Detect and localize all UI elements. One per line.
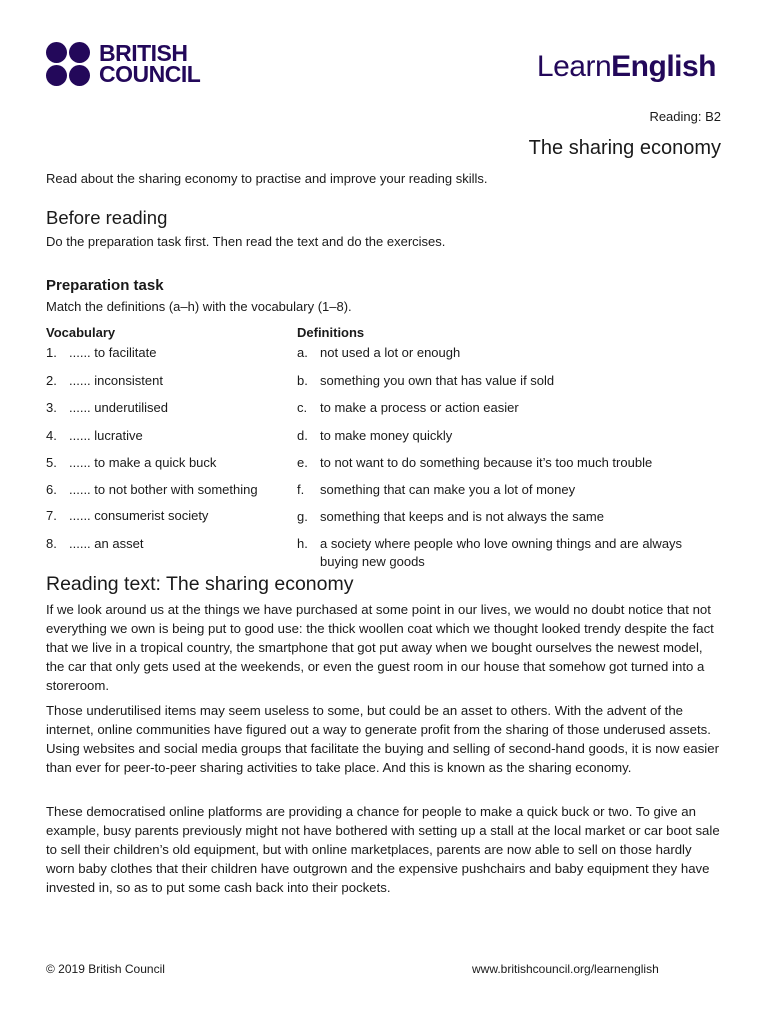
preparation-heading: Preparation task <box>46 277 164 294</box>
reading-text-heading: Reading text: The sharing economy <box>46 573 354 595</box>
before-reading-text: Do the preparation task first. Then read the text and do the exercises. <box>46 234 446 249</box>
intro-text: Read about the sharing economy to practise and improve your reading skills. <box>46 171 488 186</box>
vocabulary-heading: Vocabulary <box>46 325 116 340</box>
reading-paragraph: Those underutilised items may seem useless to some, but could be an asset to others. With the advent of the internet, online communities have figured out a way to generate profit from the sharing of those underused assets. Using websites and social media groups that facilitate the buying and selling of second-hand goods, it is now easier than ever for peer-to-peer sharing activities to take place. And this is known as the sharing economy. <box>46 703 719 775</box>
british-council-logo <box>46 42 200 86</box>
document-title: The sharing economy <box>528 137 721 159</box>
before-reading-heading: Before reading <box>46 207 168 228</box>
british-council-dots-icon <box>46 42 90 86</box>
level-label: Reading: B2 <box>649 109 721 124</box>
learnenglish-logo: LearnEnglish <box>536 50 716 83</box>
worksheet-page: BRITISH COUNCIL LearnEnglish Reading: B2 The sharing economy Read about the sharing economy to practise and improve your reading skills. Before reading Do the preparation task first. Then read the text and do the exercises. Preparation task Match the definitions (a–h) with the vocabulary (1–8). Vocabulary Definitions 1. ...... to facilitate 2. ...... inconsistent 3. ...... underutilised 4. ...... lucrative 5. ...... to make a quick buck 6. ...... to not bother with something 7. ...... consumerist society 8. ...... an asset a. not used a lot or enough b. something you own that has value if sold c. to make a process or action easier d. to make money quickly e. to not want to do something because it’s too much trouble f. something that can make you a lot of money g. something that keeps and is not always the same h. a society where people who love owning things and are always buying new goods Reading text: The sharing economy If we look around us at the things we have purchased at some point in our lives, we would no doubt notice that not everything we own is being put to good use: the thick woollen coat which we thought looked trendy despite the fact that we live in a tropical country, the smartphone that got put away when we bought ourselves the newest model, the car that only gets used at the weekends, or even the guest room in our house that somehow got turned into a storeroom. Those underutilised items may seem useless to some, but could be an asset to others. With the advent of the internet, online communities have figured out a way to generate profit from the sharing of those underused assets. Using websites and social media groups that facilitate the buying and selling of second-hand goods, it is now easier than ever for peer-to-peer sharing activities to take place. And this is known as the sharing economy. These democratised online platforms are providing a chance for people to make a quick buck or two. To give an example, busy parents previously might not have bothered with setting up a stall at the local market or car boot sale to sell their children’s old equipment, but with online marketplaces, parents are now able to sell on those hardly worn baby clothes that their children have outgrown and the expensive pushchairs and baby equipment they have invested in, so as to put some cash back into their pockets. © 2019 British Council www.britishcouncil.org/learnenglish <box>46 40 721 976</box>
definitions-heading: Definitions <box>297 325 365 340</box>
reading-paragraph: If we look around us at the things we have purchased at some point in our lives, we would no doubt notice that not everything we own is being put to good use: the thick woollen coat which we thought looked trendy despite the fact that we live in a tropical country, the smartphone that got put away when we bought ourselves the newest model, the car that only gets used at the weekends, or even the guest room in our house that somehow got turned into a storeroom. <box>46 602 714 693</box>
british-council-wordmark: BRITISH COUNCIL <box>99 40 201 87</box>
preparation-instruction: Match the definitions (a–h) with the vocabulary (1–8). <box>46 299 352 314</box>
footer-copyright: © 2019 British Council <box>46 962 165 976</box>
reading-paragraph: These democratised online platforms are providing a chance for people to make a quick buck or two. To give an example, busy parents previously might not have bothered with setting up a stall at the local market or car boot sale to sell their children’s old equipment, but with online marketplaces, parents are now able to sell on those hardly worn baby clothes that their children have outgrown and the expensive pushchairs and baby equipment they have invested in, so as to put some cash back into their pockets. <box>46 804 720 895</box>
footer-url: www.britishcouncil.org/learnenglish <box>472 962 659 976</box>
